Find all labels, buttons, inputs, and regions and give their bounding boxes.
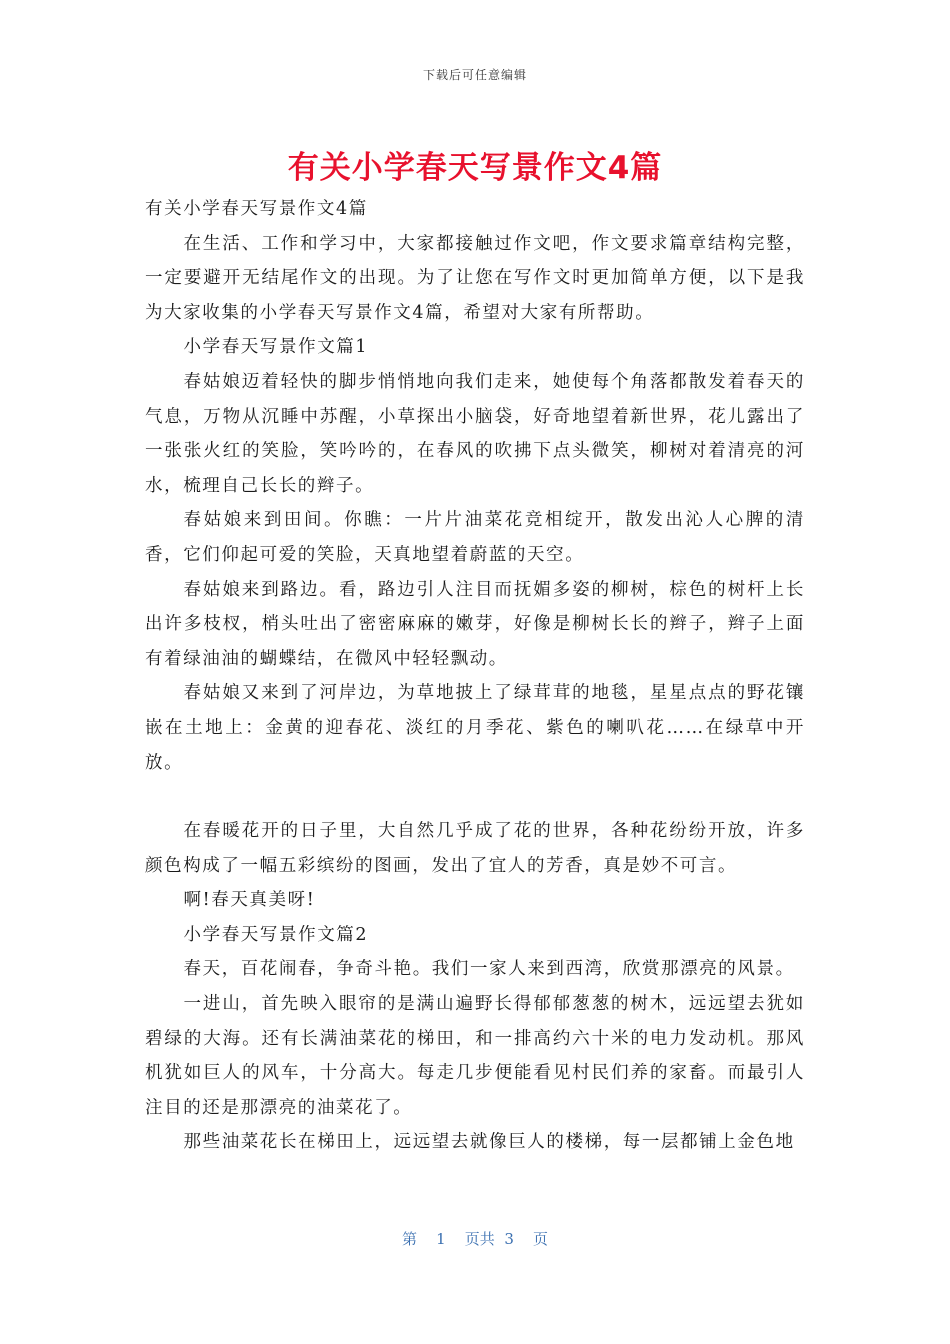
footer-page-word: 第 — [402, 1230, 418, 1248]
footer-page-number: 1 — [436, 1230, 446, 1248]
body-paragraph: 春姑娘又来到了河岸边，为草地披上了绿茸茸的地毯，星星点点的野花镶嵌在土地上：金黄的迎春花、淡红的月季花、紫色的喇叭花……在绿草中开放。 — [145, 683, 805, 773]
document-body — [145, 192, 805, 1160]
body-paragraph: 春天，百花闹春，争奇斗艳。我们一家人来到西湾，欣赏那漂亮的风景。 — [183, 959, 795, 980]
body-paragraph: 一进山，首先映入眼帘的是满山遍野长得郁郁葱葱的树木，远远望去犹如碧绿的大海。还有长满油菜花的梯田，和一排高约六十米的电力发动机。那风机犹如巨人的风车，十分高大。每走几步便能看见村民们养的家畜。而最引人注目的还是那漂亮的油菜花了。 — [145, 994, 805, 1118]
document-title: 有关小学春天写景作文4篇 — [287, 150, 663, 186]
body-paragraph: 那些油菜花长在梯田上，远远望去就像巨人的楼梯，每一层都铺上金色地 — [183, 1132, 795, 1153]
footer-total-word: 页共 — [464, 1230, 495, 1248]
body-paragraph: 春姑娘来到路边。看，路边引人注目而抚媚多姿的柳树，棕色的树杆上长出许多枝杈，梢头吐出了密密麻麻的嫩芽，好像是柳树长长的辫子，辫子上面有着绿油油的蝴蝶结，在微风中轻轻飘动。 — [145, 579, 805, 669]
subtitle-line: 有关小学春天写景作文4篇 — [145, 199, 368, 219]
intro-paragraph: 在生活、工作和学习中，大家都接触过作文吧，作文要求篇章结构完整，一定要避开无结尾作文的出现。为了让您在写作文时更加简单方便，以下是我为大家收集的小学春天写景作文4篇，希望对大家有所帮助。 — [145, 233, 805, 323]
body-paragraph: 在春暖花开的日子里，大自然几乎成了花的世界，各种花纷纷开放，许多颜色构成了一幅五彩缤纷的图画，发出了宜人的芳香，真是妙不可言。 — [145, 821, 805, 876]
exclamation-line: 啊!春天真美呀! — [183, 890, 316, 911]
footer-total-pages: 3 — [504, 1230, 514, 1248]
section-heading-2: 小学春天写景作文篇2 — [183, 924, 369, 945]
page-footer — [0, 1228, 950, 1249]
body-paragraph: 春姑娘迈着轻快的脚步悄悄地向我们走来，她使每个角落都散发着春天的气息，万物从沉睡中苏醒，小草探出小脑袋，好奇地望着新世界，花儿露出了一张张火红的笑脸，笑吟吟的，在春风的吹拂下点头微笑，柳树对着清亮的河水，梳理自己长长的辫子。 — [145, 371, 805, 496]
section-heading-1: 小学春天写景作文篇1 — [183, 337, 369, 358]
footer-end-word: 页 — [532, 1230, 548, 1248]
body-paragraph: 春姑娘来到田间。你瞧：一片片油菜花竞相绽开，散发出沁人心脾的清香，它们仰起可爱的笑脸，天真地望着蔚蓝的天空。 — [145, 510, 805, 565]
header-note: 下载后可任意编辑 — [422, 68, 527, 82]
